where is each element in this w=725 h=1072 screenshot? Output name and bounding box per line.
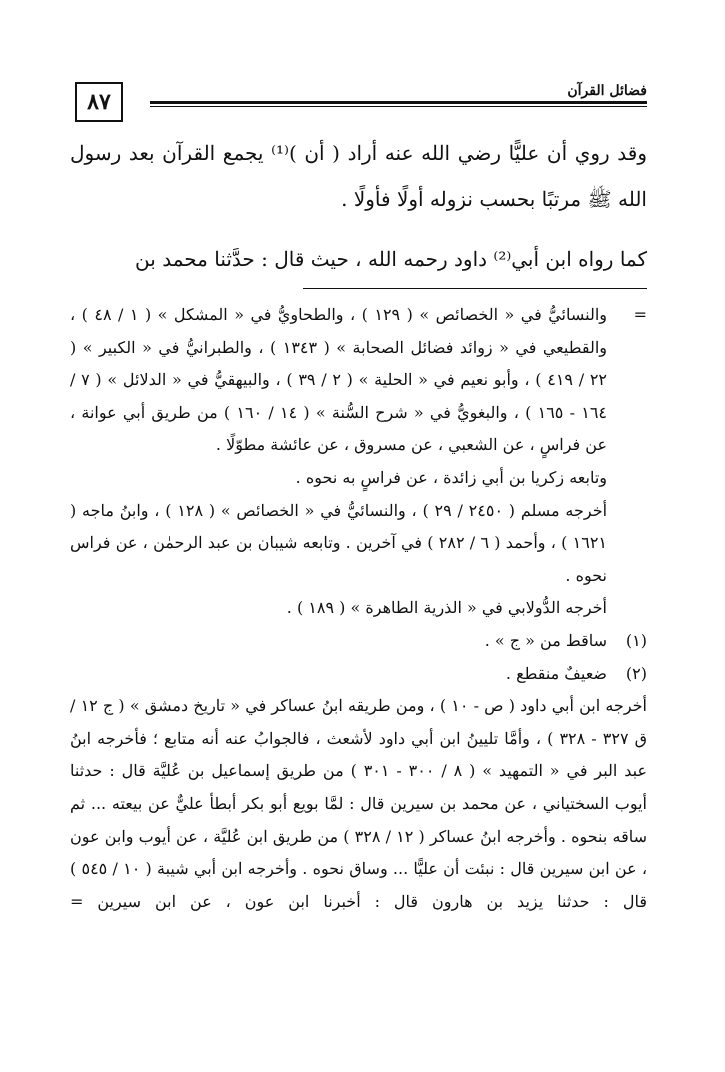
running-title: فضائل القرآن: [567, 83, 647, 99]
continuation-marker: =: [633, 305, 647, 324]
continuation-paragraph: أخرجه الدُّولابي في « الذرية الطاهرة » ( ١٨٩ ) .: [286, 598, 607, 618]
footnote-1: [70, 625, 647, 658]
main-paragraph-2: كما رواه ابن أبي⁽²⁾ داود رحمه الله ، حيث قال : حدَّثنا محمد بن: [135, 247, 647, 271]
header-rule-thin: [150, 106, 647, 107]
header-rule-thick: [150, 101, 647, 104]
main-paragraph-1: وقد روي أن عليًّا رضي الله عنه أراد ( أن )⁽¹⁾ يجمع القرآن بعد رسول الله ﷺ مرتبًا بحسب نزوله أولًا فأولًا .: [70, 141, 647, 211]
footnote-continuation: [70, 299, 647, 625]
continuation-paragraph: والنسائيُّ في « الخصائص » ( ١٢٩ ) ، والطحاويُّ في « المشكل » ( ١ / ٤٨ ) ، والقطيعي في « زوائد فضائل الصحابة » ( ١٣٤٣ ) ، والطبرانيُّ في « الكبير » ( ٢٢ / ٤١٩ ) ، وأبو نعيم في « الحلية » ( ٢ / ٣٩ ) ، والبيهقيُّ في « الدلائل » ( ٧ / ١٦٤ - ١٦٥ ) ، والبغويُّ في « شرح السُّنة » ( ١٤ / ١٦٠ ) من طريق أبي عوانة ، عن فراسٍ ، عن الشعبي ، عن مسروق ، عن عائشة مطوّلًا .: [70, 305, 608, 455]
main-text: [70, 130, 647, 282]
continuation-paragraph: أخرجه مسلم ( ٢٤٥٠ / ٢٩ ) ، والنسائيُّ في « الخصائص » ( ١٢٨ ) ، وابنُ ماجه ( ١٦٢١ ) ، وأحمد ( ٦ / ٢٨٢ ) في آخرين . وتابعه شيبان بن عبد الرحمٰن ، عن فراس نحوه .: [70, 500, 608, 585]
page-number: ٨٧: [87, 89, 111, 115]
footnote-2: [70, 658, 647, 691]
continuation-body: [70, 299, 607, 625]
footnote-2-text: ضعيفٌ منقطع .: [505, 663, 607, 683]
continuation-paragraph: وتابعه زكريا بن أبي زائدة ، عن فراسٍ به نحوه .: [295, 467, 607, 487]
footnotes: [70, 299, 647, 918]
footnote-1-marker: (١): [625, 630, 647, 650]
footnote-1-text: ساقط من « ج » .: [484, 630, 607, 650]
footnote-2-marker: (٢): [625, 663, 647, 683]
footnote-2-body: أخرجه ابن أبي داود ( ص - ١٠ ) ، ومن طريقه ابنُ عساكر في « تاريخ دمشق » ( ج ١٢ / ق ٣٢٧ - ٣٢٨ ) ، وأمَّا تليينُ ابن أبي داود لأشعث ، فالجوابُ عنه أنه متابع ؛ فأخرجه ابنُ عبد البر في « التمهيد » ( ٨ / ٣٠٠ - ٣٠١ ) من طريق إسماعيل بن عُليَّة قال : حدثنا أيوب السختياني ، عن محمد بن سيرين قال : لمَّا بويع أبو بكر أبطأ عليٌّ عن بيعته ... ثم ساقه بنحوه . وأخرجه ابنُ عساكر ( ١٢ / ٣٢٨ ) من طريق ابن عُليَّة ، عن أيوب وابن عون ، عن ابن سيرين قال : نبئت أن عليًّا ... وساق نحوه . وأخرجه ابن أبي شيبة ( ١٠ / ٥٤٥ ) قال : حدثنا يزيد بن هارون قال : أخبرنا ابن عون ، عن ابن سيرين =: [70, 696, 648, 911]
page-number-box: [75, 82, 123, 122]
footnote-divider: [303, 288, 647, 289]
